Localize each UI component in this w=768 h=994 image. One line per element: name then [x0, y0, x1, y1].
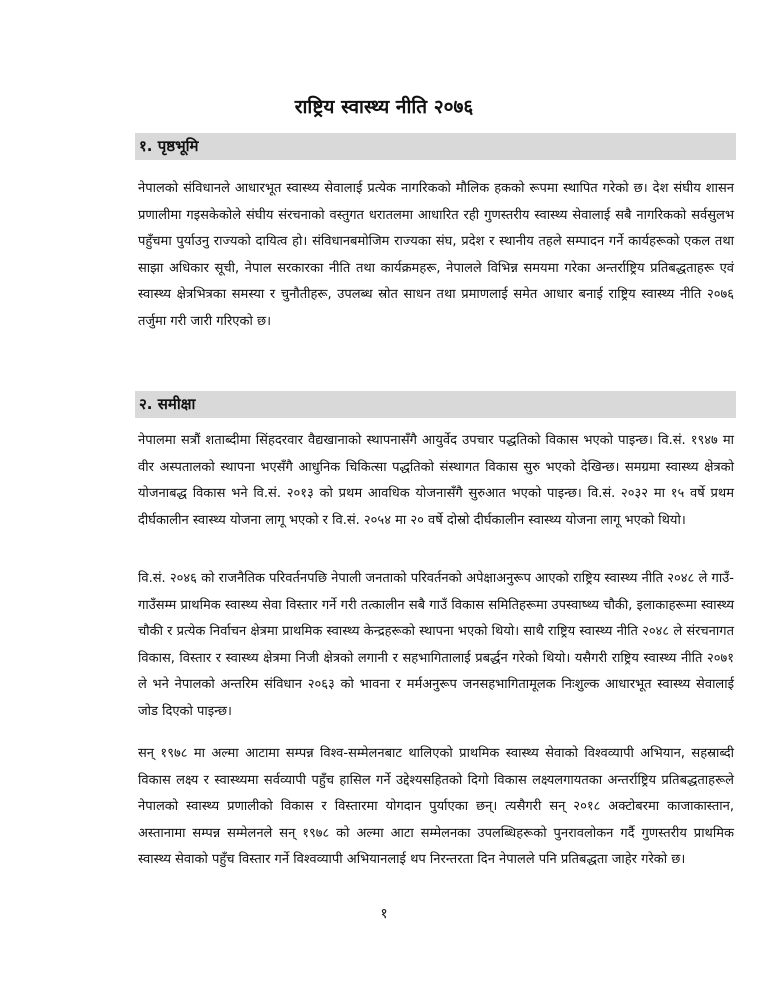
section-heading-1: १. पृष्ठभूमि — [139, 137, 199, 155]
document-title: राष्ट्रिय स्वास्थ्य नीति २०७६ — [294, 96, 474, 118]
section-heading-2: २. समीक्षा — [139, 395, 196, 413]
section-heading-review — [135, 391, 736, 418]
paragraph-background: नेपालको संविधानले आधारभूत स्वास्थ्य सेवालाई प्रत्येक नागरिकको मौलिक हकको रूपमा स्थापित गरेको छ। देश संघीय शासन प्रणालीमा गइसकेकोले संघीय संरचनाको वस्तुगत धरातलमा आधारित रही गुणस्तरीय स्वास्थ्य सेवालाई सबै नागरिकको सर्वसुलभ पहुँचमा पुर्याउनु राज्यको दायित्व हो। संविधानबमोजिम राज्यका संघ, प्रदेश र स्थानीय तहले सम्पादन गर्ने कार्यहरूको एकल तथा साझा अधिकार सूची, नेपाल सरकारका नीति तथा कार्यक्रमहरू, नेपालले विभिन्न समयमा गरेका अन्तर्राष्ट्रिय प्रतिबद्धताहरू एवं स्वास्थ्य क्षेत्रभित्रका समस्या र चुनौतीहरू, उपलब्ध स्रोत साधन तथा प्रमाणलाई समेत आधार बनाई राष्ट्रिय स्वास्थ्य नीति २०७६ तर्जुमा गरी जारी गरिएको छ। — [138, 181, 734, 329]
paragraph-review-1: नेपालमा सत्रौं शताब्दीमा सिंहदरवार वैद्यखानाको स्थापनासँगै आयुर्वेद उपचार पद्धतिको विकास भएको पाइन्छ। वि.सं. १९४७ मा वीर अस्पतालको स्थापना भएसँगै आधुनिक चिकित्सा पद्धतिको संस्थागत विकास सुरु भएको देखिन्छ। समग्रमा स्वास्थ्य क्षेत्रको योजनाबद्ध विकास भने वि.सं. २०१३ को प्रथम आवधिक योजनासँगै सुरुआत भएको पाइन्छ। वि.सं. २०३२ मा १५ वर्षे प्रथम दीर्घकालीन स्वास्थ्य योजना लागू भएको र वि.सं. २०५४ मा २० वर्षे दोस्रो दीर्घकालीन स्वास्थ्य योजना लागू भएको थियो। — [138, 433, 734, 528]
section-heading-background — [135, 133, 736, 160]
paragraph-review-3: सन् १९७८ मा अल्मा आटामा सम्पन्न विश्व-सम्मेलनबाट थालिएको प्राथमिक स्वास्थ्य सेवाको विश्वव्यापी अभियान, सहस्राब्दी विकास लक्ष्य र स्वास्थ्यमा सर्वव्यापी पहुँच हासिल गर्ने उद्देश्यसहितको दिगो विकास लक्ष्यलगायतका अन्तर्राष्ट्रिय प्रतिबद्धताहरूले नेपालको स्वास्थ्य प्रणालीको विकास र विस्तारमा योगदान पुर्याएका छन्। त्यसैगरी सन् २०१८ अक्टोबरमा काजाकास्तान, अस्तानामा सम्पन्न सम्मेलनले सन् १९७८ को अल्मा आटा सम्मेलनका उपलब्धिहरूको पुनरावलोकन गर्दै गुणस्तरीय प्राथमिक स्वास्थ्य सेवाको पहुँच विस्तार गर्ने विश्वव्यापी अभियानलाई थप निरन्तरता दिन नेपालले पनि प्रतिबद्धता जाहेर गरेको छ। — [138, 746, 734, 867]
page-number: १ — [380, 906, 388, 922]
paragraph-review-2: वि.सं. २०४६ को राजनैतिक परिवर्तनपछि नेपाली जनताको परिवर्तनको अपेक्षाअनुरूप आएको राष्ट्रिय स्वास्थ्य नीति २०४८ ले गाउँ-गाउँसम्म प्राथमिक स्वास्थ्य सेवा विस्तार गर्ने गरी तत्कालीन सबै गाउँ विकास समितिहरूमा उपस्वाष्थ्य चौकी, इलाकाहरूमा स्वास्थ्य चौकी र प्रत्येक निर्वाचन क्षेत्रमा प्राथमिक स्वास्थ्य केन्द्रहरूको स्थापना भएको थियो। साथै राष्ट्रिय स्वास्थ्य नीति २०४८ ले संरचनागत विकास, विस्तार र स्वास्थ्य क्षेत्रमा निजी क्षेत्रको लगानी र सहभागितालाई प्रबर्द्धन गरेको थियो। यसैगरी राष्ट्रिय स्वास्थ्य नीति २०७१ ले भने नेपालको अन्तरिम संविधान २०६३ को भावना र मर्मअनुरूप जनसहभागितामूलक निःशुल्क आधारभूत स्वास्थ्य सेवालाई जोड दिएको पाइन्छ। — [138, 571, 734, 719]
